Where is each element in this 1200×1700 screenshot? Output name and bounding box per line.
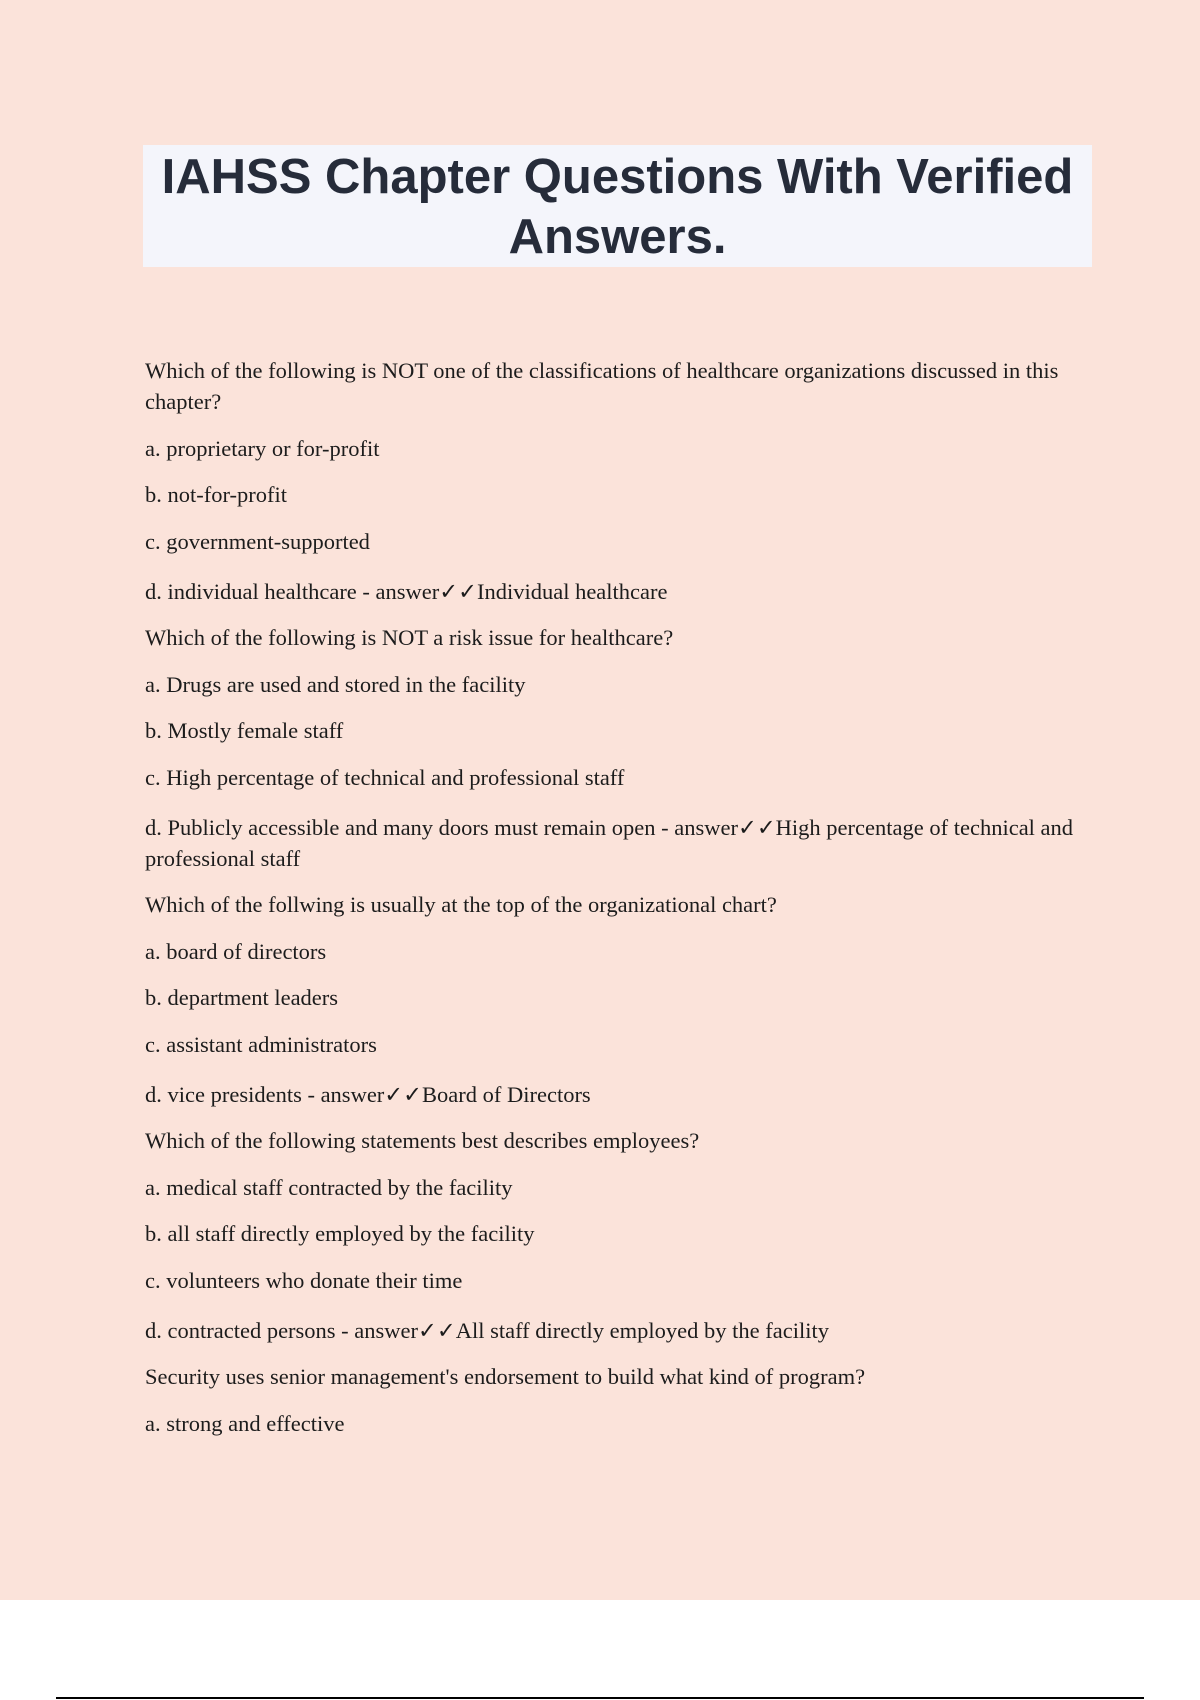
answer-option-with-key: d. Publicly accessible and many doors must remain open - answer✓✓High percentage of technical and professional staff — [145, 814, 1074, 871]
answer-option: c. High percentage of technical and professional staff — [145, 764, 625, 790]
answer-option: c. volunteers who donate their time — [145, 1267, 463, 1293]
answer-option: a. board of directors — [145, 938, 327, 964]
answer-option: a. medical staff contracted by the facility — [145, 1174, 513, 1200]
document-title: IAHSS Chapter Questions With Verified Answers. — [161, 150, 1074, 264]
answer-option: b. all staff directly employed by the facility — [145, 1221, 535, 1246]
answer-option: b. not-for-profit — [145, 482, 288, 507]
title-box — [143, 145, 1092, 267]
answer-option: a. strong and effective — [145, 1410, 345, 1436]
answer-option: c. government-supported — [145, 528, 370, 554]
answer-option-with-key: d. contracted persons - answer✓✓All staff directly employed by the facility — [145, 1317, 829, 1343]
answer-option: b. Mostly female staff — [145, 718, 344, 743]
answer-option-with-key: d. vice presidents - answer✓✓Board of Directors — [145, 1081, 591, 1107]
question-list — [145, 355, 1095, 1454]
footer-divider — [56, 1697, 1144, 1699]
answer-option-with-key: d. individual healthcare - answer✓✓Individual healthcare — [145, 578, 668, 604]
answer-option: a. proprietary or for-profit — [145, 435, 380, 461]
answer-option: c. assistant administrators — [145, 1031, 377, 1057]
question-text: Which of the follwing is usually at the top of the organizational chart? — [145, 892, 777, 917]
question-text: Which of the following statements best describes employees? — [145, 1128, 700, 1153]
question-text: Which of the following is NOT a risk issue for healthcare? — [145, 625, 674, 650]
question-text: Which of the following is NOT one of the classifications of healthcare organizations discussed in this chapter? — [145, 358, 1059, 414]
answer-option: a. Drugs are used and stored in the facility — [145, 671, 526, 697]
answer-option: b. department leaders — [145, 985, 339, 1010]
question-text: Security uses senior management's endorsement to build what kind of program? — [145, 1364, 866, 1389]
